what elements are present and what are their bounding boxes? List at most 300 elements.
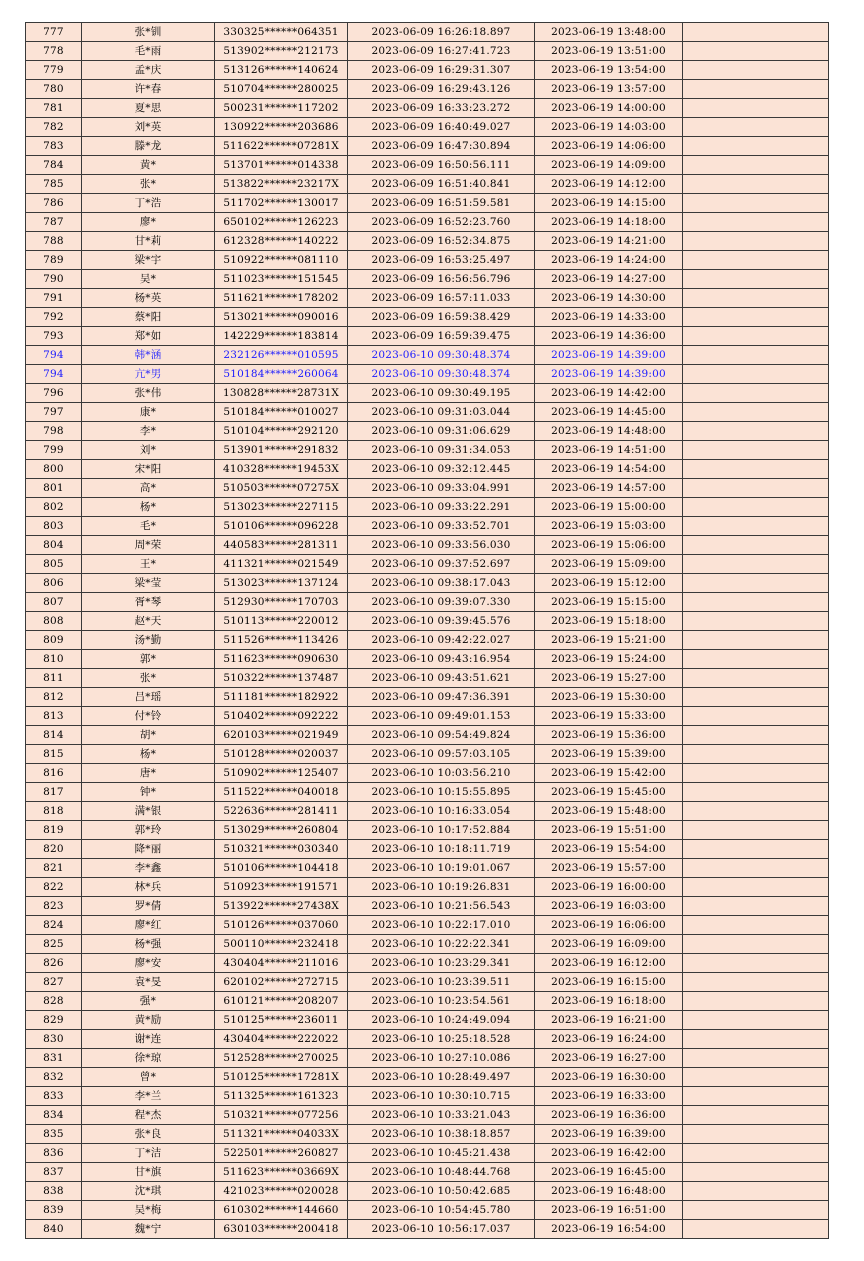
table-row [26,99,829,118]
row-number-cell: 839 [26,1201,82,1220]
name-cell: 夏*思 [82,99,215,118]
submit-time-cell: 2023-06-10 09:47:36.391 [348,688,535,707]
name-cell: 黄* [82,156,215,175]
table-row [26,517,829,536]
slot-time-cell: 2023-06-19 14:27:00 [535,270,683,289]
slot-time-cell: 2023-06-19 14:00:00 [535,99,683,118]
submit-time-cell: 2023-06-09 16:59:38.429 [348,308,535,327]
slot-time-cell: 2023-06-19 14:30:00 [535,289,683,308]
submit-time-cell: 2023-06-09 16:59:39.475 [348,327,535,346]
slot-time-cell: 2023-06-19 14:09:00 [535,156,683,175]
row-number-cell: 818 [26,802,82,821]
slot-time-cell: 2023-06-19 15:12:00 [535,574,683,593]
name-cell: 甘*莉 [82,232,215,251]
slot-time-cell: 2023-06-19 14:48:00 [535,422,683,441]
note-cell [683,783,829,802]
submit-time-cell: 2023-06-10 10:15:55.895 [348,783,535,802]
table-row [26,327,829,346]
slot-time-cell: 2023-06-19 14:24:00 [535,251,683,270]
row-number-cell: 806 [26,574,82,593]
note-cell [683,1163,829,1182]
name-cell: 许*春 [82,80,215,99]
id-number-cell: 510321******077256 [215,1106,348,1125]
table-row [26,42,829,61]
slot-time-cell: 2023-06-19 15:57:00 [535,859,683,878]
slot-time-cell: 2023-06-19 15:51:00 [535,821,683,840]
note-cell [683,878,829,897]
row-number-cell: 834 [26,1106,82,1125]
slot-time-cell: 2023-06-19 16:12:00 [535,954,683,973]
note-cell [683,650,829,669]
table-row [26,460,829,479]
id-number-cell: 522636******281411 [215,802,348,821]
id-number-cell: 510322******137487 [215,669,348,688]
note-cell [683,118,829,137]
row-number-cell: 808 [26,612,82,631]
table-row [26,498,829,517]
note-cell [683,365,829,384]
table-row [26,251,829,270]
slot-time-cell: 2023-06-19 14:18:00 [535,213,683,232]
note-cell [683,517,829,536]
note-cell [683,232,829,251]
note-cell [683,555,829,574]
id-number-cell: 511023******151545 [215,270,348,289]
row-number-cell: 819 [26,821,82,840]
id-number-cell: 610302******144660 [215,1201,348,1220]
id-number-cell: 510923******191571 [215,878,348,897]
slot-time-cell: 2023-06-19 14:39:00 [535,346,683,365]
row-number-cell: 777 [26,23,82,42]
row-number-cell: 799 [26,441,82,460]
table-row [26,308,829,327]
submit-time-cell: 2023-06-09 16:29:43.126 [348,80,535,99]
id-number-cell: 500110******232418 [215,935,348,954]
id-number-cell: 511321******04033X [215,1125,348,1144]
slot-time-cell: 2023-06-19 15:42:00 [535,764,683,783]
note-cell [683,1011,829,1030]
table-row [26,403,829,422]
id-number-cell: 620102******272715 [215,973,348,992]
id-number-cell: 510104******292120 [215,422,348,441]
name-cell: 胥*琴 [82,593,215,612]
note-cell [683,289,829,308]
slot-time-cell: 2023-06-19 14:45:00 [535,403,683,422]
slot-time-cell: 2023-06-19 14:54:00 [535,460,683,479]
name-cell: 韩*涵 [82,346,215,365]
id-number-cell: 650102******126223 [215,213,348,232]
submit-time-cell: 2023-06-10 09:32:12.445 [348,460,535,479]
table-row [26,80,829,99]
note-cell [683,612,829,631]
id-number-cell: 522501******260827 [215,1144,348,1163]
id-number-cell: 510922******081110 [215,251,348,270]
submit-time-cell: 2023-06-10 10:19:26.831 [348,878,535,897]
slot-time-cell: 2023-06-19 14:21:00 [535,232,683,251]
note-cell [683,1068,829,1087]
id-number-cell: 510184******260064 [215,365,348,384]
note-cell [683,498,829,517]
submit-time-cell: 2023-06-10 09:33:52.701 [348,517,535,536]
slot-time-cell: 2023-06-19 16:45:00 [535,1163,683,1182]
name-cell: 周*荣 [82,536,215,555]
submit-time-cell: 2023-06-10 09:49:01.153 [348,707,535,726]
name-cell: 丁*洁 [82,1144,215,1163]
submit-time-cell: 2023-06-10 10:23:39.511 [348,973,535,992]
row-number-cell: 781 [26,99,82,118]
appointment-table [25,22,829,1239]
table-row [26,916,829,935]
row-number-cell: 822 [26,878,82,897]
submit-time-cell: 2023-06-09 16:29:31.307 [348,61,535,80]
table-row [26,631,829,650]
table-row [26,1125,829,1144]
id-number-cell: 513822******23217X [215,175,348,194]
name-cell: 李*兰 [82,1087,215,1106]
id-number-cell: 510128******020037 [215,745,348,764]
table-row [26,859,829,878]
slot-time-cell: 2023-06-19 15:54:00 [535,840,683,859]
name-cell: 王* [82,555,215,574]
id-number-cell: 511325******161323 [215,1087,348,1106]
slot-time-cell: 2023-06-19 16:27:00 [535,1049,683,1068]
table-row [26,365,829,384]
table-row [26,441,829,460]
submit-time-cell: 2023-06-09 16:57:11.033 [348,289,535,308]
row-number-cell: 833 [26,1087,82,1106]
submit-time-cell: 2023-06-09 16:50:56.111 [348,156,535,175]
table-row [26,1163,829,1182]
id-number-cell: 630103******200418 [215,1220,348,1239]
submit-time-cell: 2023-06-10 09:33:22.291 [348,498,535,517]
name-cell: 胡* [82,726,215,745]
submit-time-cell: 2023-06-10 09:30:49.195 [348,384,535,403]
note-cell [683,1125,829,1144]
note-cell [683,156,829,175]
row-number-cell: 825 [26,935,82,954]
slot-time-cell: 2023-06-19 15:30:00 [535,688,683,707]
slot-time-cell: 2023-06-19 15:21:00 [535,631,683,650]
row-number-cell: 832 [26,1068,82,1087]
note-cell [683,859,829,878]
submit-time-cell: 2023-06-10 10:30:10.715 [348,1087,535,1106]
id-number-cell: 510113******220012 [215,612,348,631]
slot-time-cell: 2023-06-19 15:27:00 [535,669,683,688]
row-number-cell: 824 [26,916,82,935]
table-row [26,821,829,840]
submit-time-cell: 2023-06-10 10:48:44.768 [348,1163,535,1182]
name-cell: 强* [82,992,215,1011]
row-number-cell: 798 [26,422,82,441]
id-number-cell: 612328******140222 [215,232,348,251]
name-cell: 李*鑫 [82,859,215,878]
slot-time-cell: 2023-06-19 14:06:00 [535,137,683,156]
slot-time-cell: 2023-06-19 13:57:00 [535,80,683,99]
slot-time-cell: 2023-06-19 15:48:00 [535,802,683,821]
slot-time-cell: 2023-06-19 14:03:00 [535,118,683,137]
name-cell: 梁*莹 [82,574,215,593]
name-cell: 刘*英 [82,118,215,137]
id-number-cell: 510402******092222 [215,707,348,726]
slot-time-cell: 2023-06-19 16:00:00 [535,878,683,897]
name-cell: 刘* [82,441,215,460]
submit-time-cell: 2023-06-09 16:51:40.841 [348,175,535,194]
id-number-cell: 232126******010595 [215,346,348,365]
submit-time-cell: 2023-06-10 10:50:42.685 [348,1182,535,1201]
row-number-cell: 779 [26,61,82,80]
submit-time-cell: 2023-06-10 09:54:49.824 [348,726,535,745]
slot-time-cell: 2023-06-19 14:12:00 [535,175,683,194]
note-cell [683,1144,829,1163]
table-row [26,289,829,308]
table-row [26,213,829,232]
row-number-cell: 800 [26,460,82,479]
table-row [26,612,829,631]
id-number-cell: 511181******182922 [215,688,348,707]
name-cell: 蔡*阳 [82,308,215,327]
row-number-cell: 828 [26,992,82,1011]
name-cell: 沈*琪 [82,1182,215,1201]
note-cell [683,403,829,422]
row-number-cell: 784 [26,156,82,175]
name-cell: 郭* [82,650,215,669]
table-row [26,1220,829,1239]
name-cell: 曾* [82,1068,215,1087]
note-cell [683,726,829,745]
submit-time-cell: 2023-06-09 16:26:18.897 [348,23,535,42]
note-cell [683,764,829,783]
note-cell [683,213,829,232]
row-number-cell: 782 [26,118,82,137]
slot-time-cell: 2023-06-19 15:18:00 [535,612,683,631]
submit-time-cell: 2023-06-10 10:56:17.037 [348,1220,535,1239]
name-cell: 张*钏 [82,23,215,42]
table-row [26,118,829,137]
name-cell: 杨*英 [82,289,215,308]
id-number-cell: 510902******125407 [215,764,348,783]
submit-time-cell: 2023-06-10 09:33:56.030 [348,536,535,555]
submit-time-cell: 2023-06-10 10:19:01.067 [348,859,535,878]
name-cell: 吴* [82,270,215,289]
note-cell [683,745,829,764]
name-cell: 杨*强 [82,935,215,954]
row-number-cell: 838 [26,1182,82,1201]
table-row [26,973,829,992]
row-number-cell: 790 [26,270,82,289]
note-cell [683,80,829,99]
row-number-cell: 816 [26,764,82,783]
name-cell: 廖*安 [82,954,215,973]
row-number-cell: 823 [26,897,82,916]
name-cell: 廖*红 [82,916,215,935]
note-cell [683,384,829,403]
submit-time-cell: 2023-06-09 16:27:41.723 [348,42,535,61]
name-cell: 甘*旗 [82,1163,215,1182]
note-cell [683,1030,829,1049]
table-row [26,954,829,973]
slot-time-cell: 2023-06-19 16:30:00 [535,1068,683,1087]
name-cell: 宋*阳 [82,460,215,479]
note-cell [683,593,829,612]
submit-time-cell: 2023-06-10 09:37:52.697 [348,555,535,574]
row-number-cell: 803 [26,517,82,536]
id-number-cell: 513021******090016 [215,308,348,327]
slot-time-cell: 2023-06-19 16:33:00 [535,1087,683,1106]
submit-time-cell: 2023-06-10 10:21:56.543 [348,897,535,916]
row-number-cell: 829 [26,1011,82,1030]
table-row [26,1011,829,1030]
table-row [26,479,829,498]
submit-time-cell: 2023-06-10 09:31:03.044 [348,403,535,422]
slot-time-cell: 2023-06-19 14:15:00 [535,194,683,213]
id-number-cell: 512930******170703 [215,593,348,612]
id-number-cell: 513922******27438X [215,897,348,916]
id-number-cell: 510126******037060 [215,916,348,935]
id-number-cell: 513902******212173 [215,42,348,61]
note-cell [683,441,829,460]
row-number-cell: 807 [26,593,82,612]
id-number-cell: 511622******07281X [215,137,348,156]
table-row [26,1068,829,1087]
id-number-cell: 510184******010027 [215,403,348,422]
slot-time-cell: 2023-06-19 16:18:00 [535,992,683,1011]
submit-time-cell: 2023-06-10 09:30:48.374 [348,346,535,365]
submit-time-cell: 2023-06-09 16:33:23.272 [348,99,535,118]
row-number-cell: 836 [26,1144,82,1163]
slot-time-cell: 2023-06-19 15:36:00 [535,726,683,745]
id-number-cell: 511522******040018 [215,783,348,802]
slot-time-cell: 2023-06-19 16:24:00 [535,1030,683,1049]
submit-time-cell: 2023-06-10 09:38:17.043 [348,574,535,593]
table-row [26,726,829,745]
table-row [26,536,829,555]
row-number-cell: 820 [26,840,82,859]
submit-time-cell: 2023-06-10 09:31:06.629 [348,422,535,441]
name-cell: 张* [82,175,215,194]
table-row [26,1144,829,1163]
table-row [26,878,829,897]
submit-time-cell: 2023-06-10 09:42:22.027 [348,631,535,650]
row-number-cell: 789 [26,251,82,270]
table-row [26,935,829,954]
slot-time-cell: 2023-06-19 16:06:00 [535,916,683,935]
row-number-cell: 811 [26,669,82,688]
table-row [26,669,829,688]
slot-time-cell: 2023-06-19 15:39:00 [535,745,683,764]
submit-time-cell: 2023-06-09 16:40:49.027 [348,118,535,137]
row-number-cell: 835 [26,1125,82,1144]
name-cell: 亢*男 [82,365,215,384]
id-number-cell: 142229******183814 [215,327,348,346]
slot-time-cell: 2023-06-19 14:39:00 [535,365,683,384]
note-cell [683,327,829,346]
table-row [26,232,829,251]
submit-time-cell: 2023-06-10 09:39:07.330 [348,593,535,612]
name-cell: 丁*浩 [82,194,215,213]
id-number-cell: 510503******07275X [215,479,348,498]
note-cell [683,346,829,365]
note-cell [683,536,829,555]
row-number-cell: 797 [26,403,82,422]
slot-time-cell: 2023-06-19 16:03:00 [535,897,683,916]
row-number-cell: 813 [26,707,82,726]
note-cell [683,840,829,859]
slot-time-cell: 2023-06-19 15:06:00 [535,536,683,555]
submit-time-cell: 2023-06-09 16:51:59.581 [348,194,535,213]
id-number-cell: 430404******222022 [215,1030,348,1049]
note-cell [683,916,829,935]
table-row [26,745,829,764]
note-cell [683,821,829,840]
note-cell [683,23,829,42]
row-number-cell: 812 [26,688,82,707]
row-number-cell: 786 [26,194,82,213]
submit-time-cell: 2023-06-10 10:27:10.086 [348,1049,535,1068]
submit-time-cell: 2023-06-10 10:03:56.210 [348,764,535,783]
row-number-cell: 785 [26,175,82,194]
name-cell: 廖* [82,213,215,232]
note-cell [683,175,829,194]
note-cell [683,1049,829,1068]
id-number-cell: 511623******03669X [215,1163,348,1182]
row-number-cell: 791 [26,289,82,308]
id-number-cell: 513901******291832 [215,441,348,460]
name-cell: 满*银 [82,802,215,821]
row-number-cell: 821 [26,859,82,878]
slot-time-cell: 2023-06-19 14:36:00 [535,327,683,346]
submit-time-cell: 2023-06-10 10:22:22.341 [348,935,535,954]
note-cell [683,251,829,270]
table-row [26,137,829,156]
row-number-cell: 840 [26,1220,82,1239]
table-row [26,346,829,365]
id-number-cell: 411321******021549 [215,555,348,574]
id-number-cell: 410328******19453X [215,460,348,479]
row-number-cell: 787 [26,213,82,232]
row-number-cell: 796 [26,384,82,403]
submit-time-cell: 2023-06-09 16:52:34.875 [348,232,535,251]
submit-time-cell: 2023-06-10 09:31:34.053 [348,441,535,460]
row-number-cell: 805 [26,555,82,574]
name-cell: 吕*瑶 [82,688,215,707]
table-row [26,897,829,916]
table-row [26,1182,829,1201]
note-cell [683,1182,829,1201]
submit-time-cell: 2023-06-10 10:24:49.094 [348,1011,535,1030]
row-number-cell: 780 [26,80,82,99]
name-cell: 徐*琼 [82,1049,215,1068]
id-number-cell: 330325******064351 [215,23,348,42]
table-row [26,1087,829,1106]
note-cell [683,802,829,821]
submit-time-cell: 2023-06-10 10:45:21.438 [348,1144,535,1163]
name-cell: 张*良 [82,1125,215,1144]
submit-time-cell: 2023-06-09 16:56:56.796 [348,270,535,289]
name-cell: 郭*玲 [82,821,215,840]
submit-time-cell: 2023-06-09 16:53:25.497 [348,251,535,270]
row-number-cell: 793 [26,327,82,346]
row-number-cell: 827 [26,973,82,992]
submit-time-cell: 2023-06-10 10:16:33.054 [348,802,535,821]
slot-time-cell: 2023-06-19 15:00:00 [535,498,683,517]
name-cell: 吴*梅 [82,1201,215,1220]
note-cell [683,669,829,688]
table-row [26,422,829,441]
note-cell [683,422,829,441]
note-cell [683,992,829,1011]
name-cell: 罗*倩 [82,897,215,916]
submit-time-cell: 2023-06-09 16:52:23.760 [348,213,535,232]
